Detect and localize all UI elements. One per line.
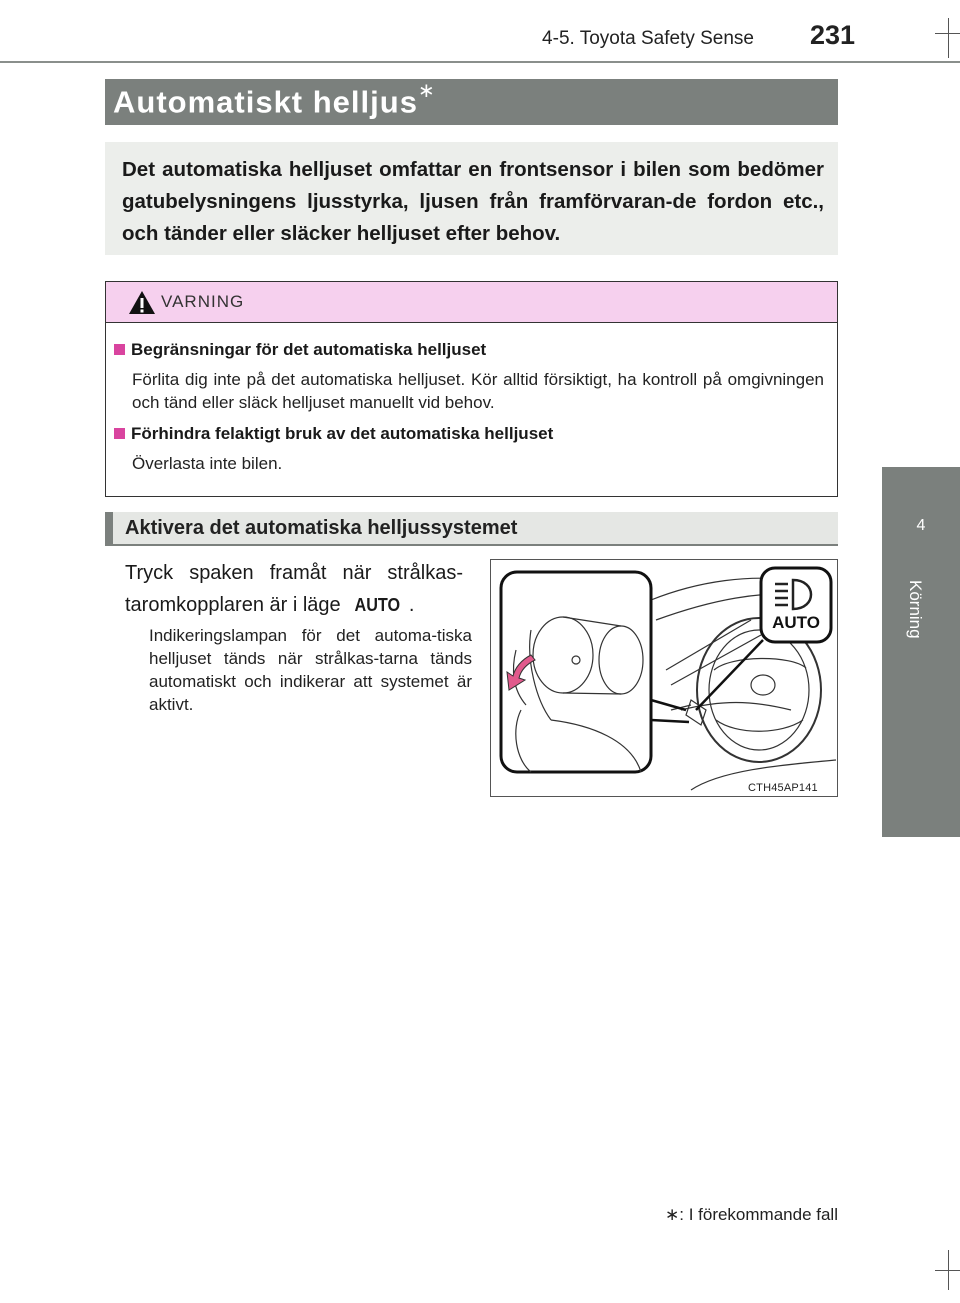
chapter-number: 4 (916, 517, 926, 534)
illustration-drawing (491, 560, 838, 797)
header-section-title: 4-5. Toyota Safety Sense (542, 28, 754, 49)
chapter-label: Körning (906, 580, 925, 639)
warning-item-title-text: Begränsningar för det automatiska helljuset (131, 340, 487, 359)
intro-text: Det automatiska helljuset omfattar en frontsensor i bilen som bedömer gatubelysningens ljusstyrka, ljusen från framförvaran-de fordon etc., och tänder eller släcker helljuset efter behov. (122, 158, 824, 245)
warning-item-body: Överlasta inte bilen. (132, 454, 283, 473)
figure-code: CTH45AP141 (748, 782, 818, 794)
warning-header (106, 282, 837, 323)
subheading: Aktivera det automatiska helljussystemet (125, 517, 518, 539)
intro-box (105, 142, 838, 255)
instruction-pre: Tryck spaken framåt när strålkas-taromkopplaren är i läge (125, 562, 463, 616)
warning-box (105, 281, 838, 497)
warning-item-title (114, 424, 553, 444)
bullet-square-icon (114, 344, 125, 355)
headlight-switch-illustration (490, 559, 838, 797)
warning-item-title-text: Förhindra felaktigt bruk av det automatiska helljuset (131, 424, 554, 443)
instruction-text (125, 557, 463, 621)
registration-mark (948, 18, 949, 58)
warning-item-body: Förlita dig inte på det automatiska helljuset. Kör alltid försiktigt, ha kontroll på omgivningen och tänd eller släck helljuset manuellt vid behov. (132, 370, 824, 412)
footnote-mark: ∗ (665, 1205, 680, 1224)
chapter-label-container (903, 580, 927, 660)
header-rule (0, 61, 960, 63)
auto-callout-label: AUTO (772, 613, 820, 632)
warning-item-title (114, 340, 486, 360)
warning-title: VARNING (161, 292, 245, 311)
subheading-accent (105, 512, 113, 546)
title-footnote-mark: ∗ (417, 80, 436, 102)
bullet-square-icon (114, 428, 125, 439)
page-title (113, 82, 436, 120)
auto-symbol: AUTO (354, 595, 401, 615)
footnote (600, 1205, 838, 1225)
instruction-note: Indikeringslampan för det automa-tiska helljuset tänds när strålkas-tarna tänds automatiskt och indikerar att systemet är aktivt. (149, 626, 472, 714)
page-number: 231 (810, 20, 856, 50)
instruction-post: . (408, 594, 415, 616)
page-title-text: Automatiskt helljus (113, 84, 418, 120)
warning-triangle-icon (128, 290, 156, 315)
registration-mark (935, 1270, 960, 1271)
footnote-text: : I förekommande fall (679, 1205, 838, 1224)
registration-mark (935, 33, 960, 34)
